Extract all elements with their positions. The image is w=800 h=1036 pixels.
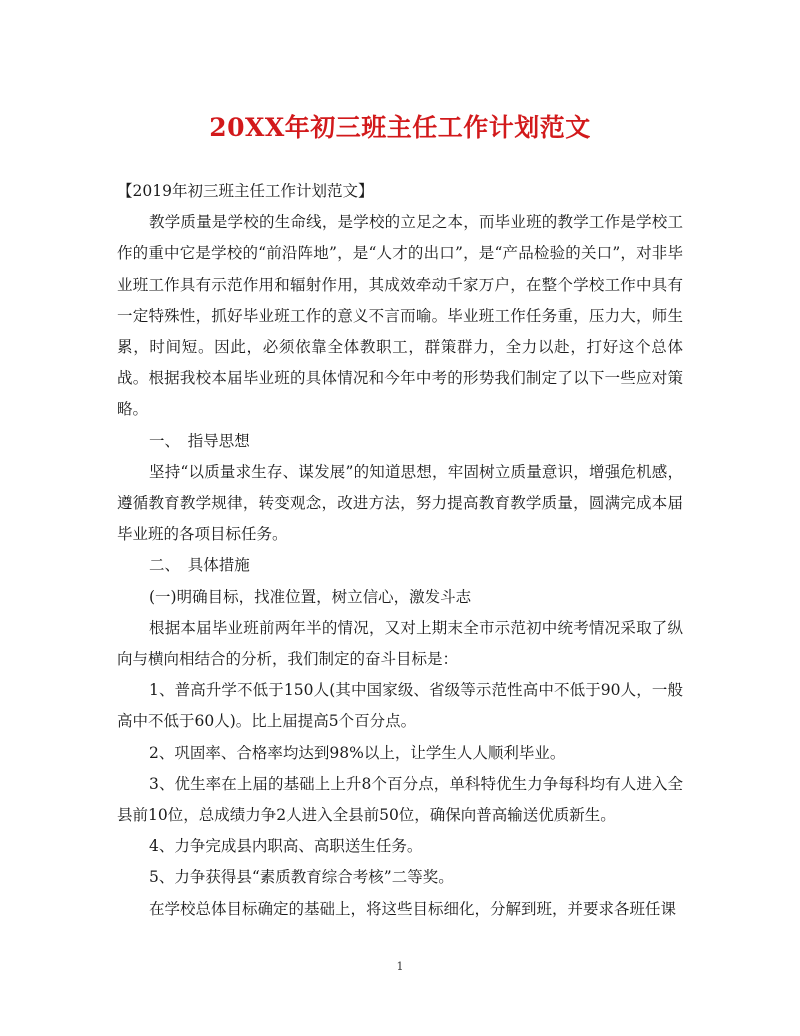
document-subtitle: 【2019年初三班主任工作计划范文】	[117, 182, 374, 200]
paragraph-goal-breakdown: 在学校总体目标确定的基础上，将这些目标细化，分解到班，并要求各班任课	[149, 899, 677, 918]
subsection-heading-goals: (一)明确目标，找准位置，树立信心，激发斗志	[149, 587, 472, 606]
paragraph-intro: 教学质量是学校的生命线，是学校的立足之本，而毕业班的教学工作是学校工作的重中它是学校的“前沿阵地”，是“人才的出口”，是“产品检验的关口”，对非毕业班工作具有示范作用和辐射作用，其成效牵动千家万户，在整个学校工作中具有一定特殊性，抓好毕业班工作的意义不言而喻。毕业班工作任务重，压力大，师生累，时间短。因此，必须依靠全体教职工，群策群力，全力以赴，打好这个总体战。根据我校本届毕业班的具体情况和今年中考的形势我们制定了以下一些应对策略。	[117, 213, 683, 419]
goal-item-2: 2、巩固率、合格率均达到98%以上，让学生人人顺利毕业。	[149, 743, 566, 762]
section-heading-specific-measures: 二、 具体措施	[149, 556, 250, 575]
paragraph-guiding-ideology: 坚持“以质量求生存、谋发展”的知道思想，牢固树立质量意识，增强危机感，遵循教育教学规律，转变观念，改进方法，努力提高教育教学质量，圆满完成本届毕业班的各项目标任务。	[117, 462, 683, 544]
document-title: 20XX年初三班主任工作计划范文	[209, 113, 591, 142]
goal-item-4: 4、力争完成县内职高、高职送生任务。	[149, 837, 423, 856]
goal-item-5: 5、力争获得县“素质教育综合考核”二等奖。	[149, 868, 454, 887]
section-heading-guiding-ideology: 一、 指导思想	[149, 431, 250, 450]
goal-item-3: 3、优生率在上届的基础上上升8个百分点，单科特优生力争每科均有人进入全县前10位，总成绩力争2人进入全县前50位，确保向普高输送优质新生。	[117, 774, 683, 825]
document-body	[117, 176, 683, 925]
page-number: 1	[396, 960, 404, 973]
paragraph-goals-intro: 根据本届毕业班前两年半的情况，又对上期末全市示范初中统考情况采取了纵向与横向相结合的分析，我们制定的奋斗目标是：	[117, 618, 683, 669]
goal-item-1: 1、普高升学不低于150人(其中国家级、省级等示范性高中不低于90人，一般高中不低于60人)。比上届提高5个百分点。	[117, 681, 683, 731]
